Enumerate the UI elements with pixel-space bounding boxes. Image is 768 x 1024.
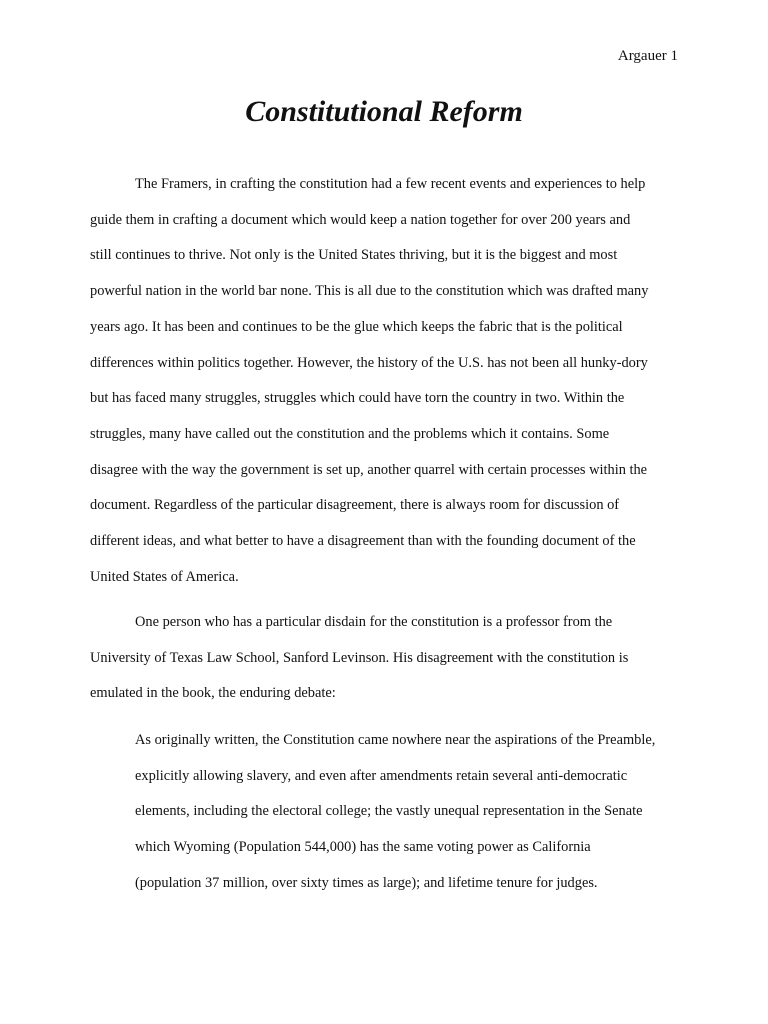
quote-line: which Wyoming (Population 544,000) has the same voting power as California — [135, 839, 591, 856]
running-head: Argauer 1 — [617, 48, 678, 64]
paragraph-line: disagree with the way the government is set up, another quarrel with certain processes within the — [90, 461, 648, 478]
quote-line: As originally written, the Constitution came nowhere near the aspirations of the Preamble, — [135, 732, 656, 748]
paragraph-2 — [90, 605, 682, 712]
document-title: Constitutional Reform — [245, 95, 523, 128]
paragraph-line: University of Texas Law School, Sanford Levinson. His disagreement with the constitution is — [90, 649, 629, 666]
paragraph-line: guide them in crafting a document which would keep a nation together for over 200 years and — [90, 211, 631, 228]
paragraph-line: years ago. It has been and continues to be the glue which keeps the fabric that is the political — [90, 318, 623, 335]
quote-line: explicitly allowing slavery, and even after amendments retain several anti-democratic — [135, 767, 628, 784]
quote-line: (population 37 million, over sixty times as large); and lifetime tenure for judges. — [135, 874, 598, 891]
paragraph-line: powerful nation in the world bar none. This is all due to the constitution which was drafted many — [90, 283, 649, 300]
paragraph-line: but has faced many struggles, struggles which could have torn the country in two. Within the — [90, 390, 625, 407]
paragraph-line: One person who has a particular disdain for the constitution is a professor from the — [135, 614, 613, 630]
paragraph-line: differences within politics together. However, the history of the U.S. has not been all hunky-dory — [90, 354, 648, 371]
block-quote — [135, 723, 690, 902]
paragraph-line: still continues to thrive. Not only is the United States thriving, but it is the biggest and most — [90, 247, 618, 264]
paragraph-line: emulated in the book, the enduring debate: — [90, 685, 336, 702]
paragraph-line: United States of America. — [90, 568, 239, 585]
paragraph-1 — [90, 167, 682, 595]
paragraph-line: struggles, many have called out the constitution and the problems which it contains. Some — [90, 425, 610, 442]
paragraph-line: document. Regardless of the particular disagreement, there is always room for discussion of — [90, 497, 620, 514]
quote-line: elements, including the electoral college; the vastly unequal representation in the Senate — [135, 803, 643, 820]
paragraph-line: The Framers, in crafting the constitution had a few recent events and experiences to help — [135, 176, 646, 192]
paragraph-line: different ideas, and what better to have a disagreement than with the founding document of the — [90, 533, 636, 550]
